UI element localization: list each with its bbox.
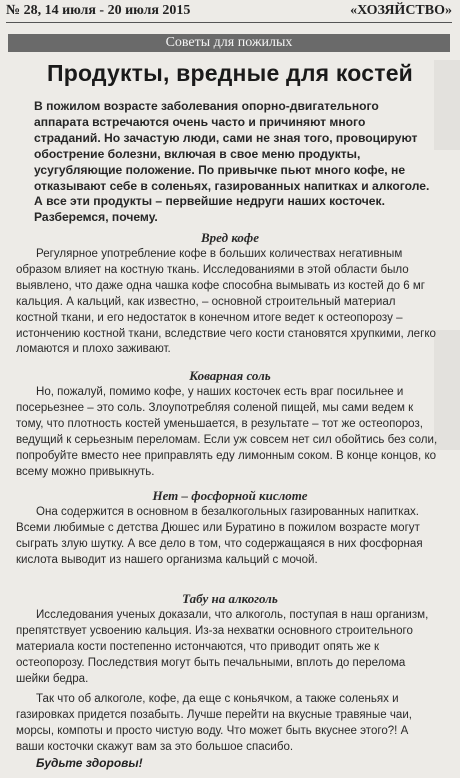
masthead-rule — [6, 22, 452, 23]
subheading-alcohol: Табу на алкоголь — [182, 591, 278, 606]
section-bar: Советы для пожилых — [8, 34, 450, 52]
signoff: Будьте здоровы! — [36, 756, 143, 770]
article-title: Продукты, вредные для костей — [46, 60, 414, 86]
paragraph-salt: Но, пожалуй, помимо кофе, у наших косточек есть враг посильнее и посерьезнее – это соль. Злоупотребляя соленой пищей, мы сами ведем к тому, что плотность костей уменьшается, в результате – тот же остеопороз, ведущий к серьезным переломам. Если уж совсем нет сил обойтись без соли, попробуйте вместо нее приправлять еду лимонным соком. В конце концов, ко всему можно привыкнуть. — [16, 386, 438, 478]
article-lead: В пожилом возрасте заболевания опорно-двигательного аппарата встречаются очень часто и причиняют много страданий. Но зачастую люди, сами не зная того, провоцируют обострение болезни, включая в свое меню продукты, усугубляющие положение. По привычке пьют много кофе, не отказывают себе в соленьях, газированных напитках и алкоголе. А все эти продукты – первейшие недруги наших косточек. Разберемся, почему. — [34, 99, 430, 225]
masthead — [6, 3, 452, 19]
section-name: «ХОЗЯЙСТВО» — [350, 3, 452, 18]
subheading-phosphoric-acid: Нет – фосфорной кислоте — [152, 488, 308, 503]
paragraph-alcohol: Исследования ученых доказали, что алкоголь, поступая в наш организм, препятствует усвоению кальция. Из-за нехватки основного строительного материала кости постепенно истончаются, что приводит опять же к остеопорозу. Последствия могут быть печальными, вплоть до перелома шейки бедра. — [16, 609, 429, 685]
issue-date: № 28, 14 июля - 20 июля 2015 — [6, 3, 191, 18]
bleed-through-shade — [434, 60, 460, 150]
bleed-through-shade — [434, 330, 460, 450]
subheading-coffee: Вред кофе — [201, 230, 259, 245]
paragraph-coffee: Регулярное употребление кофе в больших количествах негативным образом влияет на костную ткань. Исследованиями в этой области было выявлено, что даже одна чашка кофе способна вымывать из костей до 6 мг кальция. А кальций, как известно, – основной строительный материал костной ткани, и его недостаток в конечном итоге ведет к остеопорозу – истончению костной ткани, вследствие чего кости становятся хрупкими, легко ломаются и плохо заживают. — [16, 248, 436, 356]
paragraph-phosphoric-acid: Она содержится в основном в безалкогольных газированных напитках. Всеми любимые с детства Дюшес или Буратино в пожилом возрасте могут сыграть злую шутку. А все дело в том, что содержащаяся в них фосфорная кислота выводит из нашего организма кальций с мочой. — [16, 506, 423, 566]
closing-paragraph: Так что об алкоголе, кофе, да еще с коньячком, а также соленьях и газировках придется позабыть. Лучше перейти на вкусные травяные чаи, морсы, компоты и просто чистую воду. Что может быть вкуснее этого?! А ваши косточки скажут вам за это большое спасибо. — [16, 693, 413, 753]
subheading-salt: Коварная соль — [189, 368, 271, 383]
